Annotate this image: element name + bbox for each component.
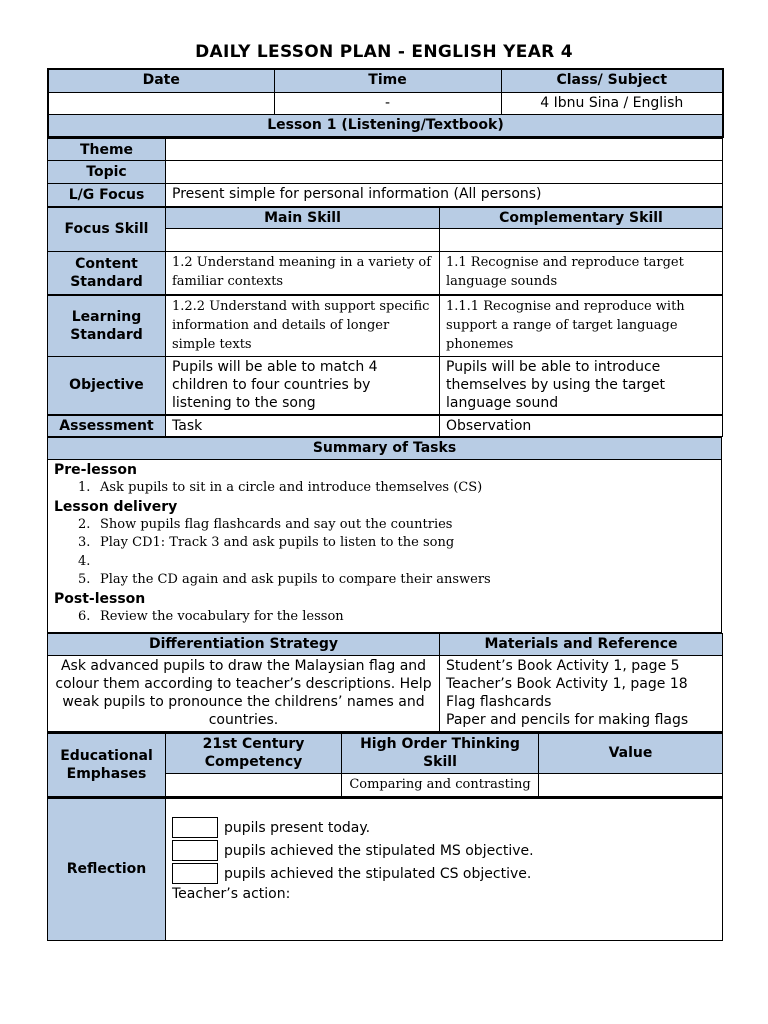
complementary-skill-field[interactable] <box>440 229 723 252</box>
ms-count-box[interactable] <box>172 840 218 861</box>
assessment-label: Assessment <box>48 415 166 437</box>
materials-item: Student’s Book Activity 1, page 5 <box>446 658 680 674</box>
emphases-table <box>47 732 723 797</box>
cs-count-box[interactable] <box>172 863 218 884</box>
objective-main[interactable]: Pupils will be able to match 4 children to four countries by listening to the song <box>166 357 440 415</box>
date-header: Date <box>48 69 274 92</box>
materials-item: Flag flashcards <box>446 694 552 710</box>
materials-field[interactable] <box>440 656 723 732</box>
differentiation-table <box>47 633 723 732</box>
page-title: DAILY LESSON PLAN - ENGLISH YEAR 4 <box>195 42 573 62</box>
reflection-present-row: pupils present today. <box>172 817 716 840</box>
hots-header: High Order Thinking Skill <box>342 733 539 773</box>
theme-field[interactable] <box>166 139 723 161</box>
lg-focus-field[interactable]: Present simple for personal information (All persons) <box>166 184 723 207</box>
content-standard-comp[interactable]: 1.1 Recognise and reproduce target language sounds <box>440 252 723 295</box>
c21-header: 21st Century Competency <box>166 733 342 773</box>
list-item: 3. Play CD1: Track 3 and ask pupils to listen to the song <box>78 535 455 550</box>
objective-label: Objective <box>48 357 166 415</box>
list-item: 2. Show pupils flag flashcards and say out the countries <box>78 516 453 532</box>
assessment-main[interactable]: Task <box>166 415 440 437</box>
summary-table <box>47 437 722 633</box>
value-field[interactable] <box>539 773 723 796</box>
list-item: 5. Play the CD again and ask pupils to compare their answers <box>78 572 491 587</box>
lesson-delivery-heading: Lesson delivery <box>54 498 178 515</box>
theme-label: Theme <box>48 139 166 161</box>
summary-header: Summary of Tasks <box>48 438 722 460</box>
materials-item: Paper and pencils for making flags <box>446 712 689 728</box>
time-header: Time <box>274 69 501 92</box>
date-field[interactable] <box>48 92 274 114</box>
c21-field[interactable] <box>166 773 342 796</box>
header-table <box>47 68 724 138</box>
lg-focus-label: L/G Focus <box>48 184 166 207</box>
pre-lesson-heading: Pre-lesson <box>54 462 138 478</box>
learning-standard-label: Learning Standard <box>48 295 166 357</box>
teacher-action-label[interactable]: Teacher’s action: <box>172 885 291 902</box>
reflection-table <box>47 797 723 942</box>
summary-body <box>48 460 722 633</box>
reflection-field <box>166 798 723 941</box>
main-skill-field[interactable] <box>166 229 440 252</box>
class-header: Class/ Subject <box>501 69 723 92</box>
lesson-plan-form <box>47 68 722 941</box>
differentiation-field[interactable]: Ask advanced pupils to draw the Malaysian flag and colour them according to teacher’s descriptions. Help weak pupils to pronounce the childrens’ names and countries. <box>48 656 440 732</box>
post-lesson-heading: Post-lesson <box>54 590 146 607</box>
objective-comp[interactable]: Pupils will be able to introduce themselves by using the target language sound <box>440 357 723 415</box>
time-field[interactable]: - <box>274 92 501 114</box>
class-field[interactable]: 4 Ibnu Sina / English <box>501 92 723 114</box>
present-count-box[interactable] <box>172 817 218 838</box>
reflection-ms-row: pupils achieved the stipulated MS objective. <box>172 840 716 863</box>
learning-standard-comp[interactable]: 1.1.1 Recognise and reproduce with support a range of target language phonemes <box>440 295 723 357</box>
list-item: 1. Ask pupils to sit in a circle and introduce themselves (CS) <box>78 480 483 495</box>
lesson-title: Lesson 1 (Listening/Textbook) <box>48 114 723 137</box>
list-item: 6. Review the vocabulary for the lesson <box>78 608 344 624</box>
differentiation-header: Differentiation Strategy <box>48 634 440 656</box>
learning-standard-main[interactable]: 1.2.2 Understand with support specific information and details of longer simple texts <box>166 295 440 357</box>
content-standard-label: Content Standard <box>48 252 166 295</box>
topic-field[interactable] <box>166 161 723 184</box>
main-skill-header: Main Skill <box>166 207 440 229</box>
assessment-comp[interactable]: Observation <box>440 415 723 437</box>
content-standard-main[interactable]: 1.2 Understand meaning in a variety of familiar contexts <box>166 252 440 295</box>
reflection-label: Reflection <box>48 798 166 941</box>
list-item: 4. <box>78 553 91 569</box>
focus-skill-label: Focus Skill <box>48 207 166 252</box>
value-header: Value <box>539 733 723 773</box>
hots-field[interactable]: Comparing and contrasting <box>342 773 539 796</box>
complementary-skill-header: Complementary Skill <box>440 207 723 229</box>
reflection-cs-row: pupils achieved the stipulated CS objective. <box>172 863 716 886</box>
materials-header: Materials and Reference <box>440 634 723 656</box>
topic-label: Topic <box>48 161 166 184</box>
details-table <box>47 138 723 437</box>
materials-item: Teacher’s Book Activity 1, page 18 <box>446 676 688 692</box>
educational-emphases-label: Educational Emphases <box>48 733 166 796</box>
